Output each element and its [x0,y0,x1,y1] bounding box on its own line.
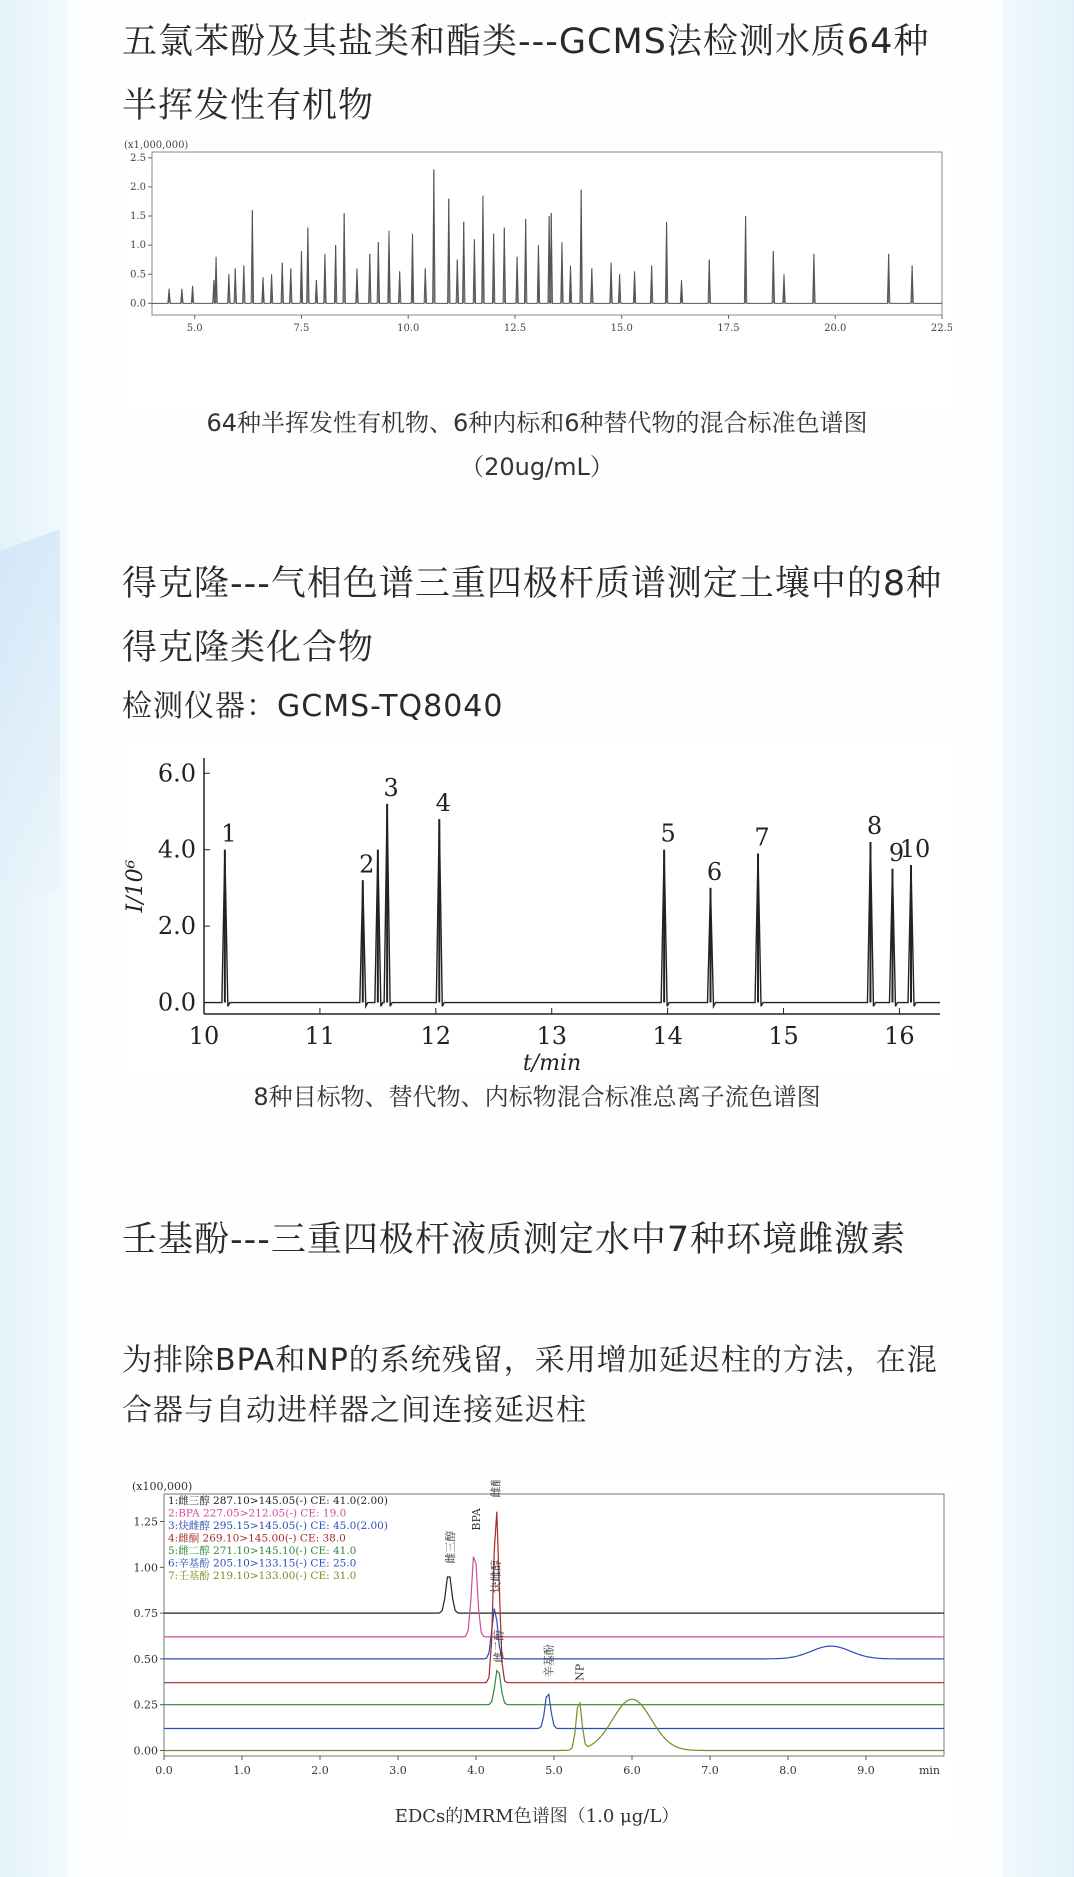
x-tick-label: 11 [304,1022,336,1050]
peak-label: 1 [221,819,237,848]
section-title-pcp: 五氯苯酚及其盐类和酯类---GCMS法检测水质64种半挥发性有机物 [122,22,930,126]
y-tick-label: 0.50 [133,1652,158,1666]
x-tick-label: 22.5 [930,323,952,334]
x-tick-label: 3.0 [389,1764,407,1777]
peak-label: NP [573,1663,587,1681]
peak-label: BPA [470,1508,483,1531]
peak-label: 4 [435,789,451,818]
scale-label: (x1,000,000) [124,140,189,151]
method-description: 为排除BPA和NP的系统残留，采用增加延迟柱的方法，在混合器与自动进样器之间连接延迟柱 [122,1343,938,1428]
caption-dechlorane: 8种目标物、替代物、内标物混合标准总离子流色谱图 [253,1083,821,1111]
section-title-nonylphenol: 壬基酚---三重四极杆液质测定水中7种环境雌激素 [122,1220,907,1260]
peak-label: 雌三醇 [444,1530,458,1564]
x-tick-label: 0.0 [155,1764,173,1777]
x-tick-label: 7.5 [293,323,310,334]
y-tick-label: 0.0 [157,988,196,1017]
x-tick-label: 10.0 [397,323,420,334]
x-tick-label: 12.5 [503,323,527,334]
y-tick-label: 0.75 [133,1607,158,1621]
trace-1 [164,1577,944,1613]
y-tick-label: 0.00 [133,1744,158,1758]
x-tick-label: 14 [652,1022,683,1050]
chart-3-svg [122,1480,952,1810]
peak-label: 辛基酚 [542,1644,556,1678]
peak-label: 2 [359,850,375,879]
caption-64-svoc: 64种半挥发性有机物、6种内标和6种替代物的混合标准色谱图 [206,409,868,437]
chromatogram-64-svoc [122,140,952,410]
x-tick-label: 4.0 [467,1764,485,1777]
x-tick-label: 10 [188,1022,220,1050]
peak-label: 10 [899,834,931,863]
x-axis-unit: min [918,1764,940,1777]
instrument-label: 检测仪器：GCMS-TQ8040 [122,689,504,724]
y-tick-label: 1.00 [133,1561,158,1575]
y-tick-label: 0.5 [130,269,146,281]
x-tick-label: 20.0 [824,323,847,334]
y-tick-label: 2.0 [130,181,146,193]
x-tick-label: 16 [884,1022,915,1050]
y-tick-label: 1.25 [133,1515,158,1529]
x-tick-label: 5.0 [186,323,203,334]
x-tick-label: 5.0 [545,1764,563,1777]
peak-label: 炔雌醇 [489,1559,503,1593]
legend-entry: 2:BPA 227.05>212.05(-) CE: 19.0 [168,1507,347,1520]
x-tick-label: 15 [768,1022,799,1050]
y-tick-label: 0.0 [130,298,146,310]
x-tick-label: 17.5 [717,323,740,334]
x-tick-label: 7.0 [701,1764,719,1777]
chart-1-svg [122,140,952,410]
y-axis-label: I/10⁶ [123,859,148,913]
y-tick-label: 1.5 [130,211,146,223]
peak-label: 3 [383,773,399,802]
x-axis-label: t/min [522,1051,582,1074]
x-tick-label: 12 [420,1022,452,1050]
y-tick-label: 4.0 [157,835,196,864]
legend-entry: 5:雌二醇 271.10>145.10(-) CE: 41.0 [168,1545,357,1557]
legend-entry: 6:辛基酚 205.10>133.15(-) CE: 25.0 [168,1557,357,1570]
caption-64-svoc-concentration: （20ug/mL） [460,453,614,481]
x-tick-label: 9.0 [857,1764,875,1777]
legend-entry: 1:雌三醇 287.10>145.05(-) CE: 41.0(2.00) [168,1495,388,1507]
peak-label: 雌二醇 [492,1629,506,1663]
x-tick-label: 8.0 [779,1764,797,1777]
peak-label: 雌酮 [489,1480,503,1498]
y-tick-label: 0.25 [133,1698,158,1712]
x-tick-label: 1.0 [233,1764,251,1777]
x-tick-label: 2.0 [311,1764,329,1777]
peak-label: 7 [754,823,770,852]
chromatogram-trace [152,169,942,303]
legend-entry: 4:雌酮 269.10>145.00(-) CE: 38.0 [168,1532,346,1545]
section-title-dechlorane: 得克隆---气相色谱三重四极杆质谱测定土壤中的8种得克隆类化合物 [122,564,943,668]
scale-label: (x100,000) [132,1480,193,1493]
x-tick-label: 13 [536,1022,567,1050]
trace-6 [164,1694,944,1728]
chromatogram-dechlorane [122,744,952,1074]
chart-2-svg [122,744,952,1074]
tic-trace [204,804,940,1007]
y-tick-label: 1.0 [130,240,146,252]
y-tick-label: 2.0 [157,912,196,941]
legend-entry: 7:壬基酚 219.10>133.00(-) CE: 31.0 [168,1570,357,1582]
peak-label: 8 [866,812,883,841]
y-tick-label: 6.0 [157,759,196,788]
y-tick-label: 2.5 [130,152,146,164]
caption-edcs: EDCs的MRM色谱图（1.0 μg/L） [394,1806,680,1827]
x-tick-label: 6.0 [623,1764,641,1777]
x-tick-label: 15.0 [610,323,633,334]
legend-entry: 3:炔雌醇 295.15>145.05(-) CE: 45.0(2.00) [168,1520,388,1532]
chromatogram-edcs [122,1480,952,1840]
peak-label: 6 [706,857,723,886]
peak-label: 9 [888,838,905,867]
peak-label: 5 [660,819,676,848]
